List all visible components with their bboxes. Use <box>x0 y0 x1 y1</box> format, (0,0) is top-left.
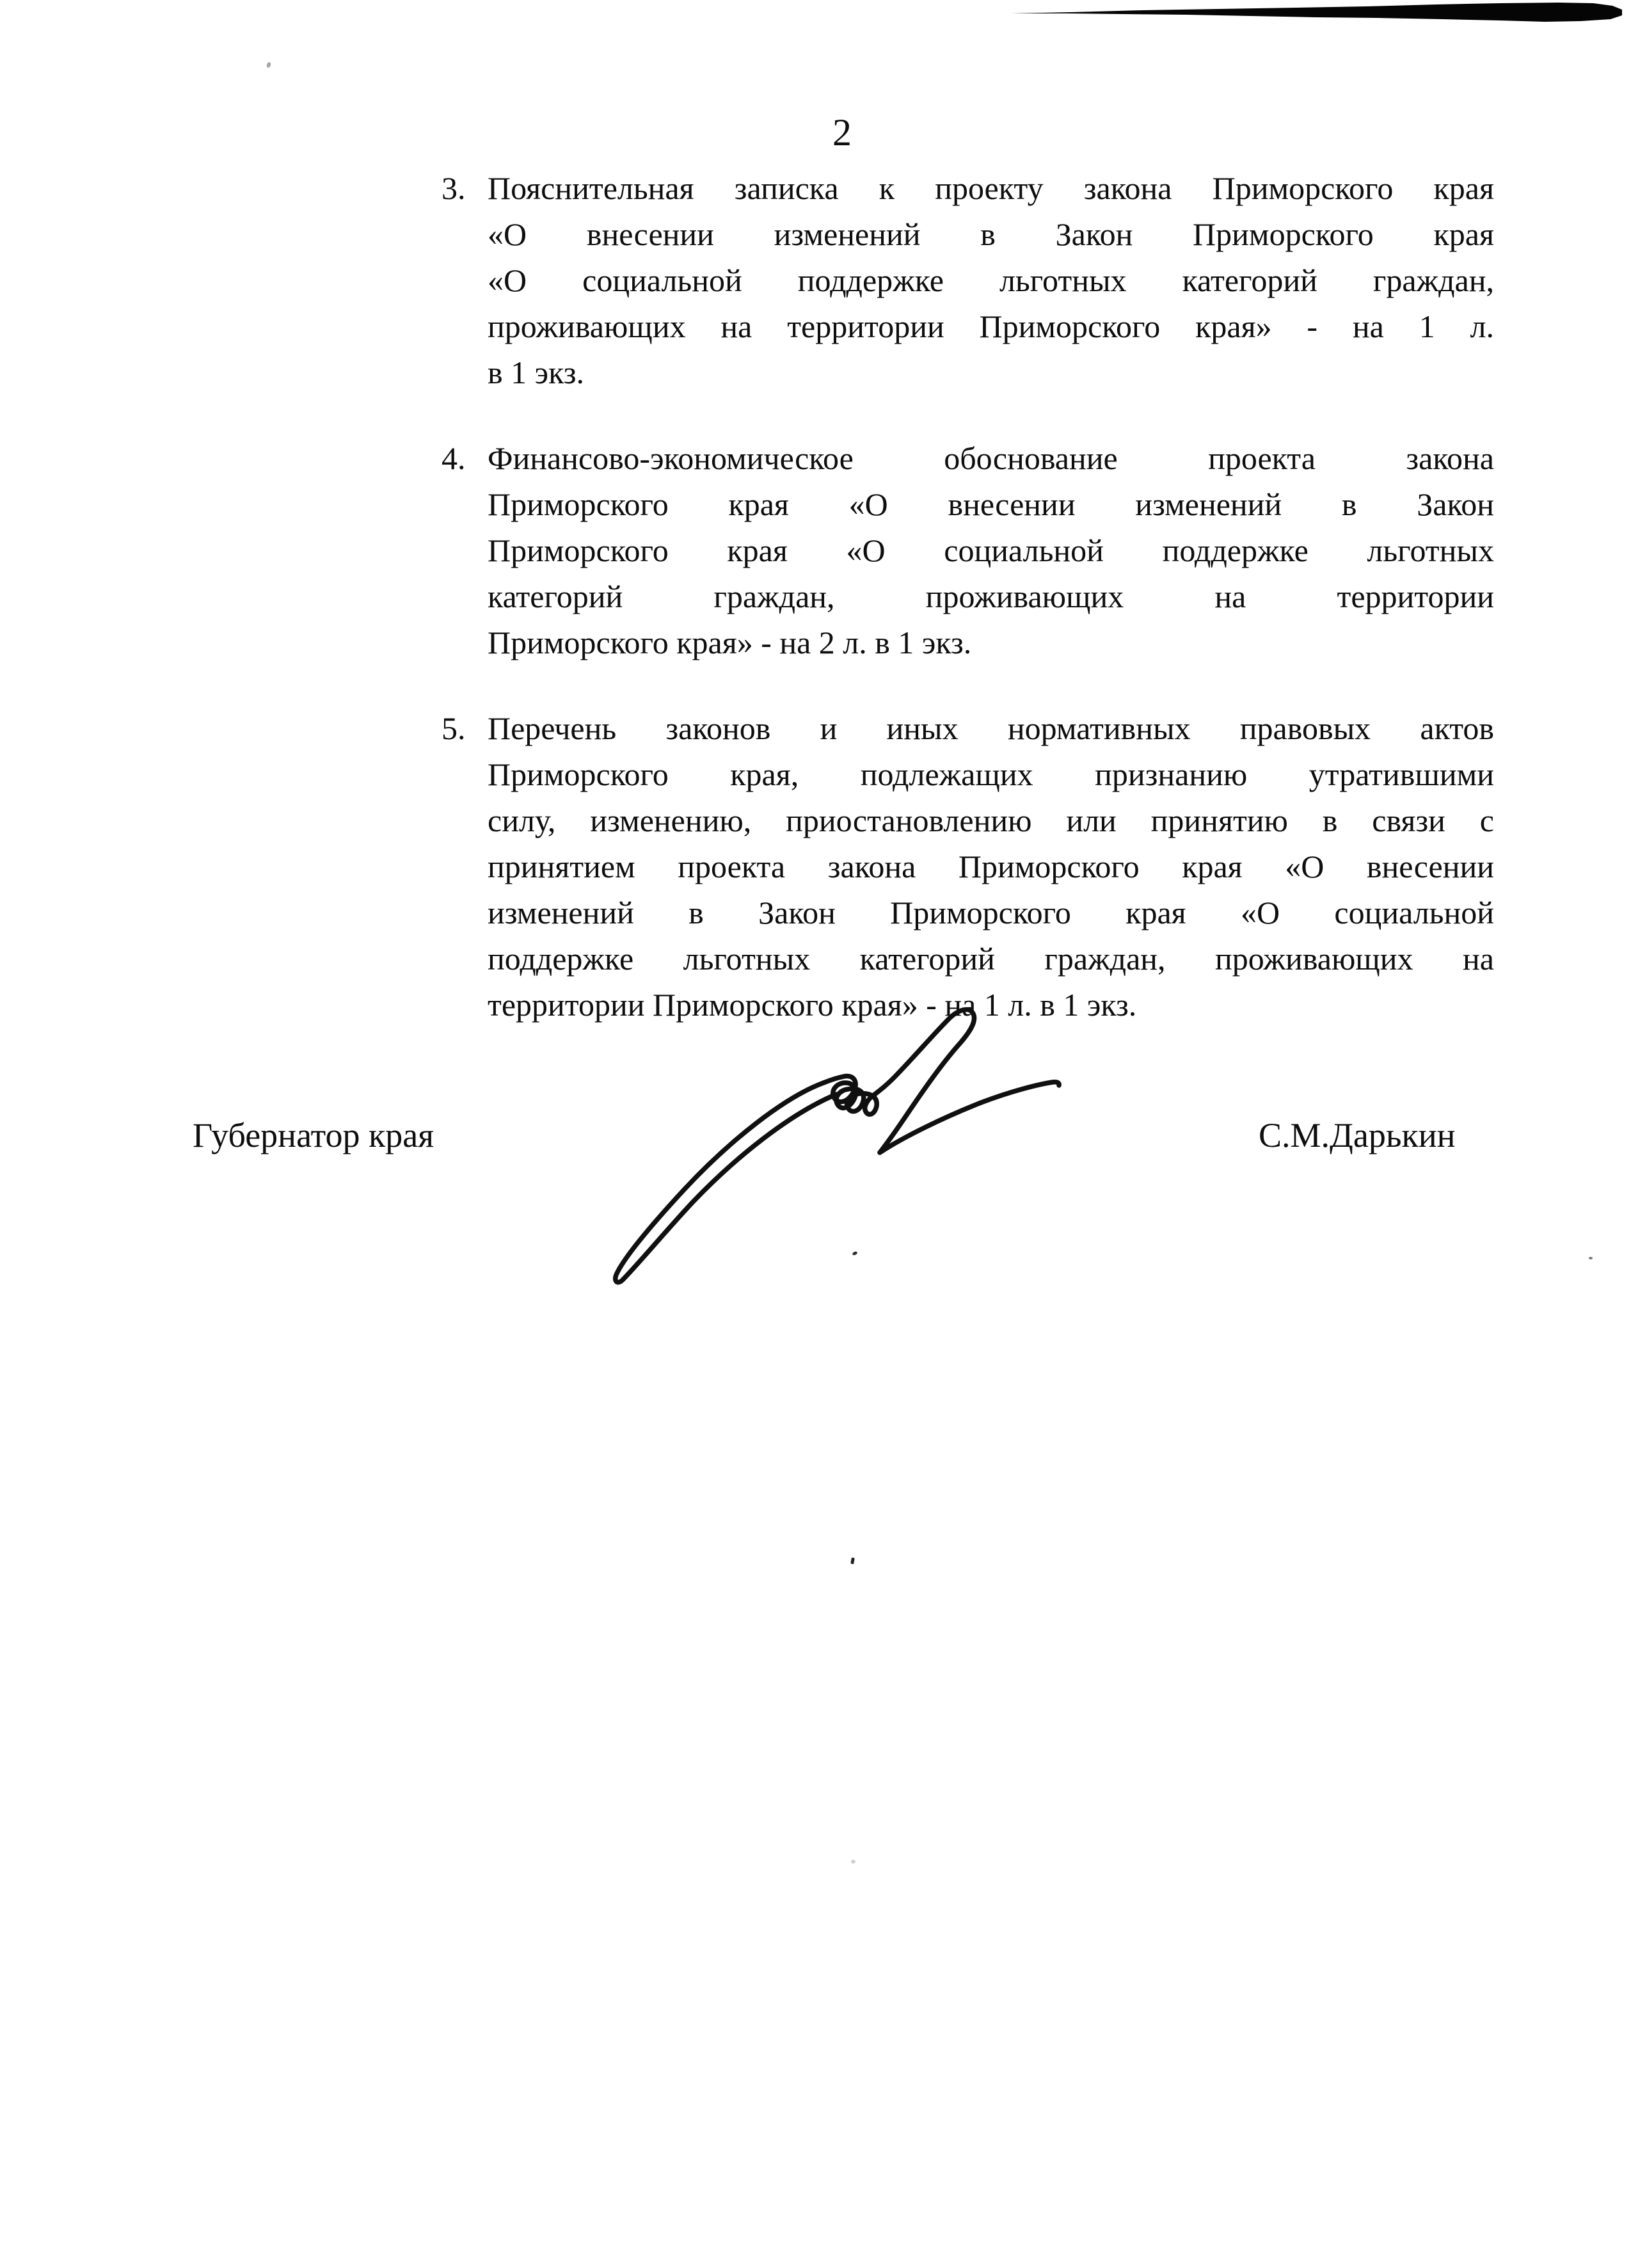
item-line: принятием проекта закона Приморского края «О внесении <box>488 849 1494 884</box>
signature-scribble <box>598 998 1072 1293</box>
scan-speck <box>850 1558 855 1565</box>
item-line: поддержке льготных категорий граждан, проживающих на <box>488 941 1494 977</box>
list-item <box>442 165 1494 395</box>
item-line: силу, изменению, приостановлению или принятию в связи с <box>488 803 1494 838</box>
item-line: «О внесении изменений в Закон Приморского края <box>488 216 1494 252</box>
item-line: Приморского края» - на 2 л. в 1 экз. <box>488 625 972 660</box>
item-line: в 1 экз. <box>488 355 584 390</box>
item-number: 5. <box>442 710 466 746</box>
scan-speck <box>1589 1257 1593 1259</box>
item-line: «О социальной поддержке льготных категорий граждан, <box>488 262 1494 298</box>
item-line: Пояснительная записка к проекту закона Приморского края <box>488 170 1494 206</box>
item-line: проживающих на территории Приморского края» - на 1 л. <box>488 308 1494 344</box>
item-line: Перечень законов и иных нормативных правовых актов <box>488 710 1494 746</box>
item-line: территории Приморского края» - на 1 л. в 1 экз. <box>488 987 1137 1023</box>
signer-name: С.М.Дарькин <box>1259 1116 1456 1154</box>
signer-title: Губернатор края <box>193 1116 434 1154</box>
item-line: Приморского края, подлежащих признанию утратившими <box>488 756 1494 792</box>
item-line: Приморского края «О социальной поддержке льготных <box>488 532 1494 568</box>
attachment-list <box>442 165 1494 1028</box>
list-item <box>442 705 1494 1028</box>
item-number: 3. <box>442 170 466 206</box>
scan-speck <box>851 1860 855 1864</box>
item-line: категорий граждан, проживающих на территории <box>488 579 1494 614</box>
item-line: Финансово-экономическое обоснование проекта закона <box>488 440 1494 476</box>
item-number: 4. <box>442 440 466 476</box>
scan-speck <box>266 61 272 68</box>
scan-artifact-streak <box>995 0 1631 29</box>
page-number: 2 <box>832 111 852 154</box>
item-line: изменений в Закон Приморского края «О социальной <box>488 895 1494 930</box>
item-line: Приморского края «О внесении изменений в Закон <box>488 486 1494 522</box>
list-item <box>442 435 1494 666</box>
